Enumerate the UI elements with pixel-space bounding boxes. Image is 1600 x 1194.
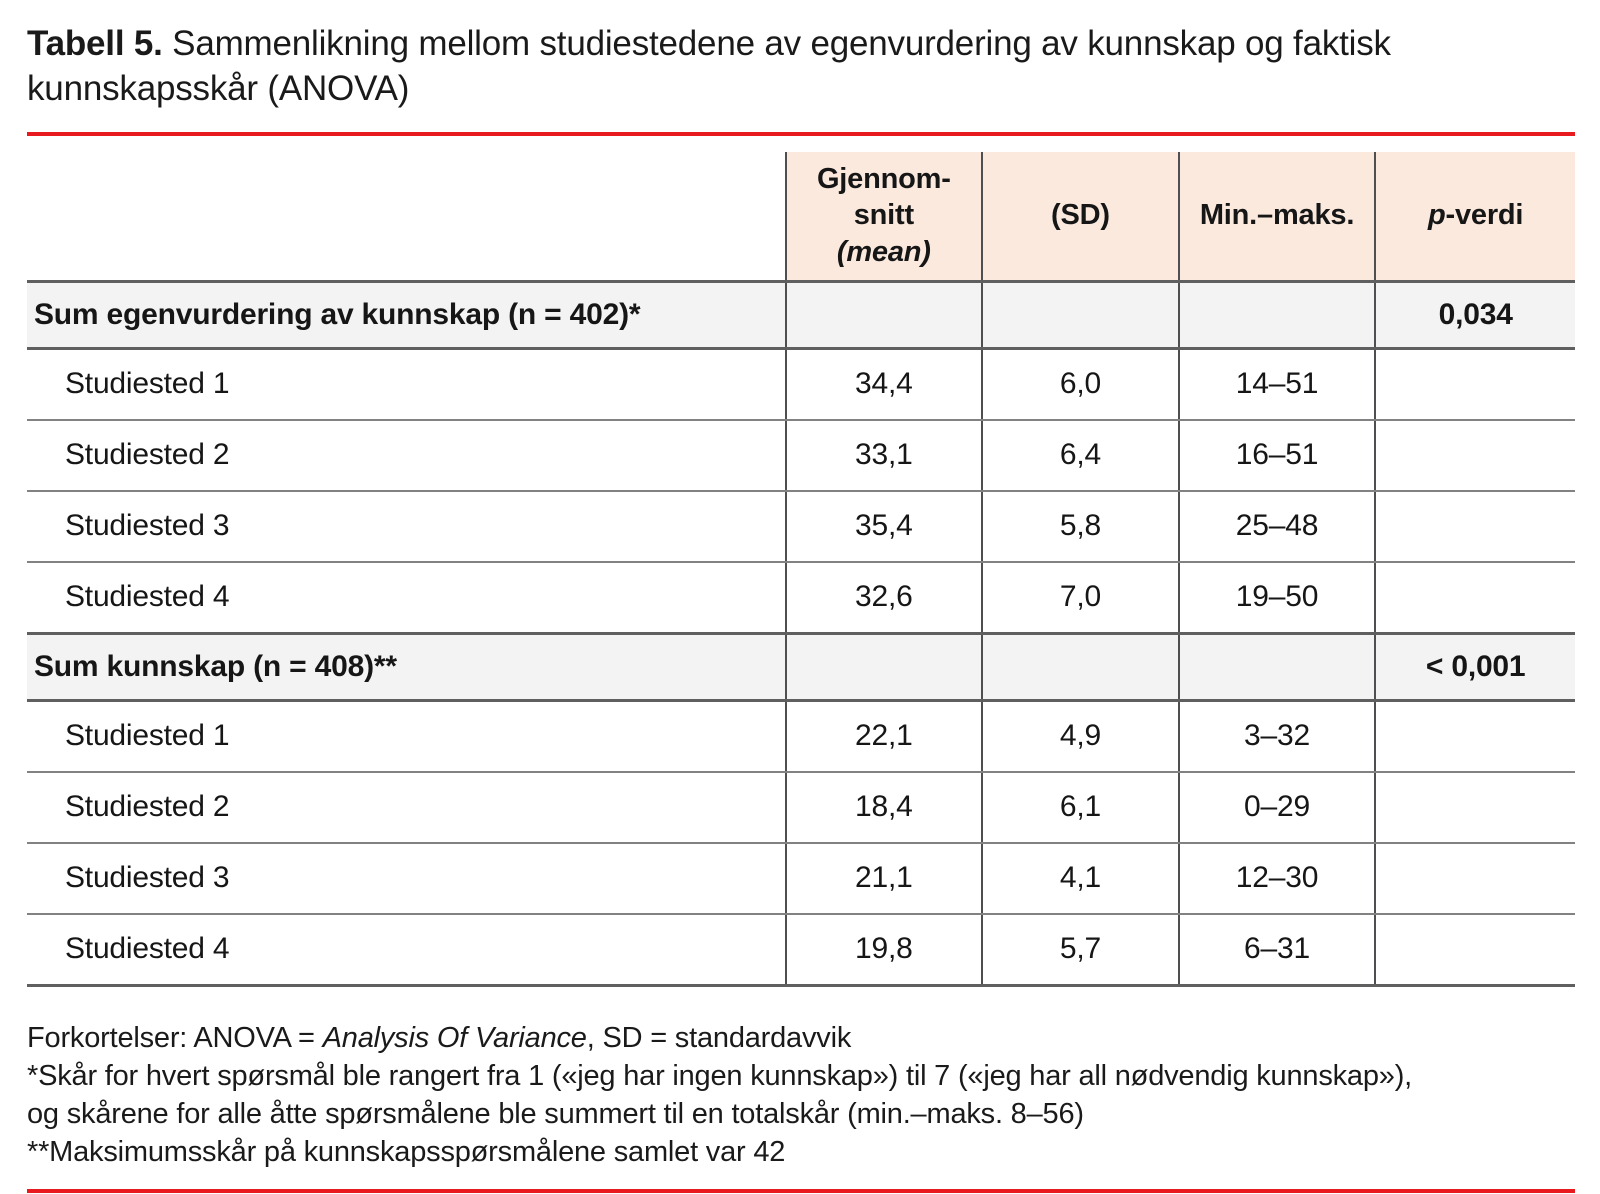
sd-cell: 6,1	[982, 772, 1179, 843]
empty-cell	[982, 281, 1179, 348]
mean-cell: 21,1	[786, 843, 983, 914]
table-row	[27, 843, 1575, 914]
section-label: Sum kunnskap (n = 408)**	[27, 633, 786, 700]
table-number-label: Tabell 5.	[27, 24, 163, 63]
row-label: Studiested 2	[27, 420, 786, 491]
empty-cell	[982, 633, 1179, 700]
minmax-cell: 6–31	[1179, 914, 1376, 986]
row-label: Studiested 4	[27, 562, 786, 634]
empty-cell	[1375, 700, 1575, 772]
p-value-cell: < 0,001	[1375, 633, 1575, 700]
empty-cell	[1375, 843, 1575, 914]
empty-cell	[1375, 772, 1575, 843]
sd-cell: 5,7	[982, 914, 1179, 986]
top-red-rule	[27, 132, 1575, 136]
col-header-mean-line3: (mean)	[836, 235, 931, 268]
mean-cell: 32,6	[786, 562, 983, 634]
col-header-mean-line2: snitt	[853, 199, 914, 232]
minmax-cell: 0–29	[1179, 772, 1376, 843]
row-label: Studiested 1	[27, 348, 786, 420]
table-row	[27, 914, 1575, 986]
table-row	[27, 562, 1575, 634]
footnote-double-asterisk: **Maksimumsskår på kunnskapsspørsmålene samlet var 42	[27, 1135, 786, 1168]
bottom-red-rule	[27, 1189, 1575, 1193]
col-header-blank	[27, 152, 786, 282]
minmax-cell: 3–32	[1179, 700, 1376, 772]
row-label: Studiested 4	[27, 914, 786, 986]
mean-cell: 35,4	[786, 491, 983, 562]
minmax-cell: 12–30	[1179, 843, 1376, 914]
footnote-abbrev-italic: Analysis Of Variance	[322, 1021, 587, 1054]
col-header-minmax	[1179, 152, 1376, 282]
minmax-cell: 25–48	[1179, 491, 1376, 562]
sd-cell: 6,4	[982, 420, 1179, 491]
mean-cell: 34,4	[786, 348, 983, 420]
row-label: Studiested 2	[27, 772, 786, 843]
table-header	[27, 152, 1575, 282]
sd-cell: 4,9	[982, 700, 1179, 772]
section-label: Sum egenvurdering av kunnskap (n = 402)*	[27, 281, 786, 348]
col-header-sd-label: (SD)	[1051, 199, 1110, 232]
col-header-pvalue	[1375, 152, 1575, 282]
section-row-egenvurdering	[27, 281, 1575, 348]
footnote-single-asterisk: *Skår for hvert spørsmål ble rangert fra 1 («jeg har ingen kunnskap») til 7 («jeg har all nødvendig kunnskap»), og skårene for alle åtte spørsmålene ble summert til en totalskår (min.–maks. 8–56)	[27, 1059, 1413, 1130]
sd-cell: 4,1	[982, 843, 1179, 914]
col-header-mean	[786, 152, 983, 282]
minmax-cell: 16–51	[1179, 420, 1376, 491]
row-label: Studiested 3	[27, 843, 786, 914]
minmax-cell: 14–51	[1179, 348, 1376, 420]
empty-cell	[786, 633, 983, 700]
mean-cell: 33,1	[786, 420, 983, 491]
sd-cell: 7,0	[982, 562, 1179, 634]
col-header-p-italic: p	[1428, 199, 1446, 232]
col-header-mean-line1: Gjennom-	[816, 162, 951, 195]
table-title	[27, 22, 1557, 112]
table-row	[27, 348, 1575, 420]
empty-cell	[1179, 281, 1376, 348]
table-row	[27, 700, 1575, 772]
empty-cell	[1375, 491, 1575, 562]
empty-cell	[1375, 562, 1575, 634]
empty-cell	[1179, 633, 1376, 700]
sd-cell: 5,8	[982, 491, 1179, 562]
mean-cell: 19,8	[786, 914, 983, 986]
col-header-minmax-label: Min.–maks.	[1199, 199, 1355, 232]
row-label: Studiested 1	[27, 700, 786, 772]
header-row	[27, 152, 1575, 282]
table-row	[27, 772, 1575, 843]
empty-cell	[1375, 914, 1575, 986]
p-value-cell: 0,034	[1375, 281, 1575, 348]
col-header-p-rest: -verdi	[1445, 199, 1524, 232]
table-row	[27, 420, 1575, 491]
empty-cell	[1375, 420, 1575, 491]
table-title-text: Sammenlikning mellom studiestedene av egenvurdering av kunnskap og faktisk kunnskapsskår (ANOVA)	[27, 24, 1391, 108]
col-header-sd	[982, 152, 1179, 282]
mean-cell: 18,4	[786, 772, 983, 843]
section-row-kunnskap	[27, 633, 1575, 700]
anova-table	[27, 152, 1575, 987]
footnote-abbrev-prefix: Forkortelser: ANOVA =	[27, 1021, 323, 1054]
sd-cell: 6,0	[982, 348, 1179, 420]
footnotes	[27, 1019, 1437, 1171]
footnote-abbrev-suffix: , SD = standardavvik	[586, 1021, 852, 1054]
table-body	[27, 281, 1575, 985]
row-label: Studiested 3	[27, 491, 786, 562]
empty-cell	[1375, 348, 1575, 420]
mean-cell: 22,1	[786, 700, 983, 772]
empty-cell	[786, 281, 983, 348]
table-row	[27, 491, 1575, 562]
footnote-abbreviations	[27, 1019, 1437, 1057]
minmax-cell: 19–50	[1179, 562, 1376, 634]
